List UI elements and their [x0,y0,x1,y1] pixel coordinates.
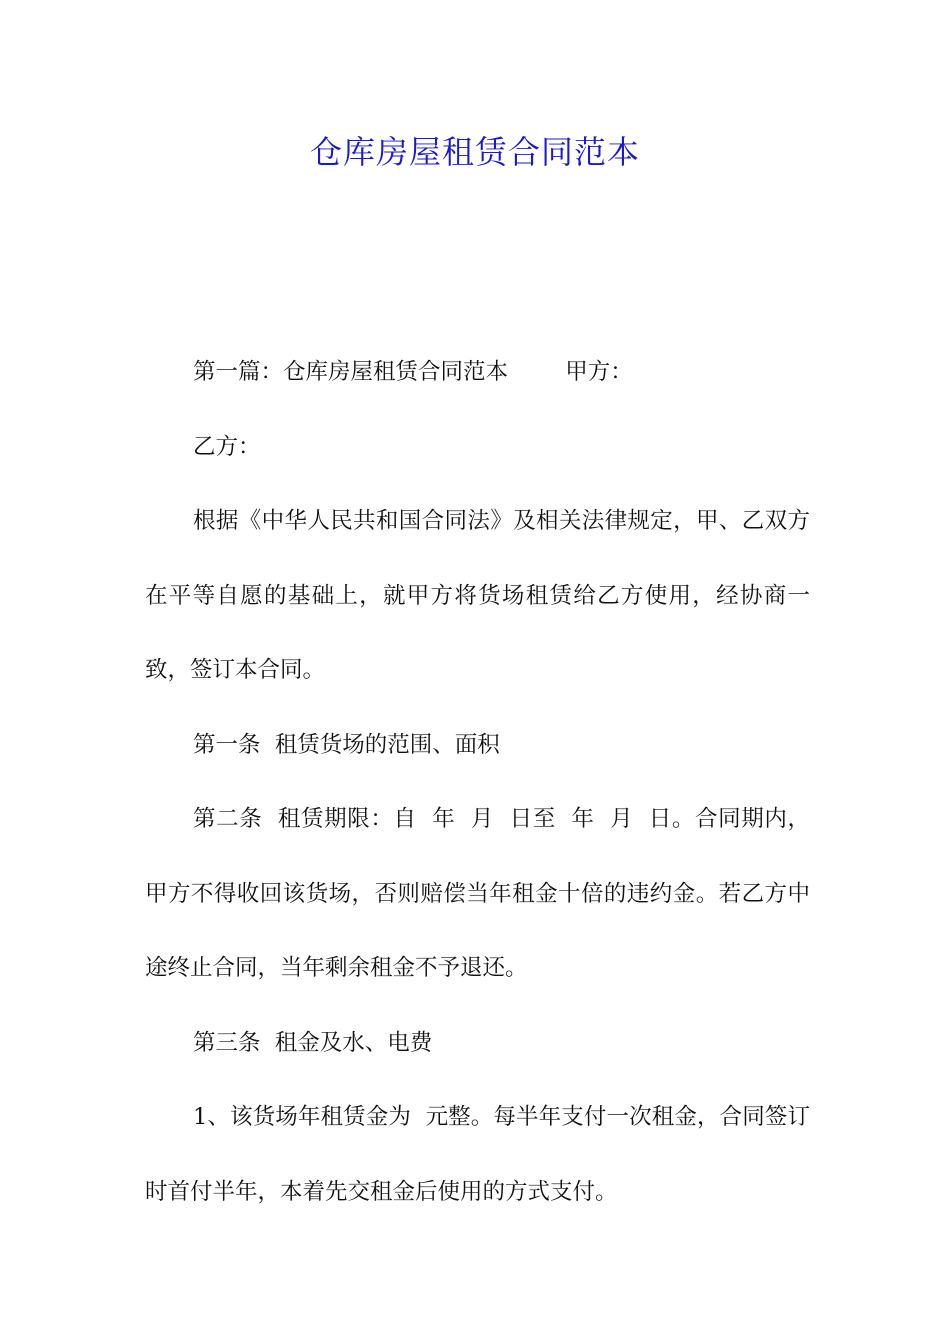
paragraph-preamble: 根据《中华人民共和国合同法》及相关法律规定，甲、乙双方在平等自愿的基础上，就甲方将货场租赁给乙方使用，经协商一致，签订本合同。 [145,508,810,683]
paragraph-article-3: 第三条 租金及水、电费 [193,1029,433,1056]
paragraph-article-3-item-1: 1、该货场年租赁金为 元整。每半年支付一次租金，合同签订时首付半年，本着先交租金后使用的方式支付。 [145,1104,810,1205]
paragraph-party-b: 乙方： [193,433,261,460]
paragraph-part-one-party-a: 第一篇：仓库房屋租赁合同范本 甲方： [193,359,633,385]
paragraph-article-2: 第二条 租赁期限：自 年 月 日至 年 月 日。合同期内，甲方不得收回该货场，否则赔偿当年租金十倍的违约金。若乙方中途终止合同，当年剩余租金不予退还。 [145,806,810,981]
document-title: 仓库房屋租赁合同范本 [309,133,640,171]
paragraph-article-1: 第一条 租赁货场的范围、面积 [193,731,500,758]
document-body [145,335,810,1229]
